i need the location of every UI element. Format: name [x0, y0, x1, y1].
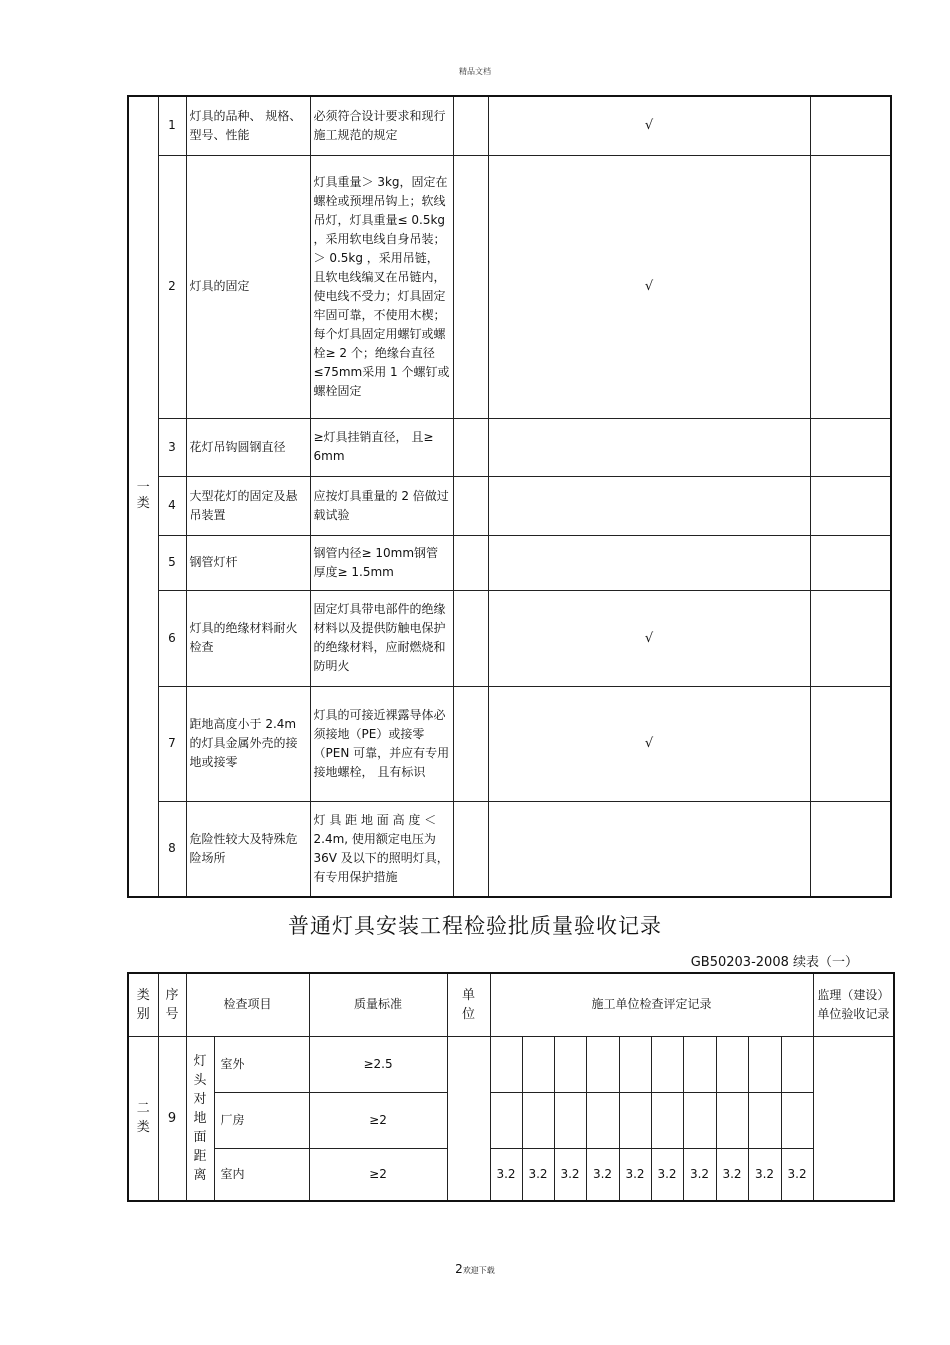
- item-cell: [186, 1036, 214, 1201]
- table-row: [128, 1036, 894, 1092]
- record-cell: 3.2: [522, 1148, 554, 1201]
- table-row: [128, 535, 891, 590]
- record-cell: [490, 1092, 522, 1148]
- unit-cell: [453, 801, 488, 897]
- record-cell: [781, 1036, 813, 1092]
- unit-cell: [453, 476, 488, 535]
- record-cell: [586, 1036, 619, 1092]
- page-footer: [0, 1262, 950, 1276]
- unit-cell: [453, 155, 488, 418]
- record-cell: [619, 1092, 651, 1148]
- header-standard: 质量标准: [309, 973, 447, 1036]
- item-cell: 花灯吊钩圆钢直径: [186, 418, 310, 476]
- supervision-cell: [810, 590, 891, 686]
- standard-code: GB50203-2008 续表（一）: [690, 955, 858, 970]
- standard-cell: 必须符合设计要求和现行施工规范的规定: [310, 96, 453, 155]
- record-cell: [554, 1036, 586, 1092]
- standard-cell: 钢管内径≥ 10mm钢管厚度≥ 1.5mm: [310, 535, 453, 590]
- check-mark-cell: √: [488, 155, 810, 418]
- standard-cell: 固定灯具带电部件的绝缘材料以及提供防触电保护的绝缘材料，应耐燃烧和防明火: [310, 590, 453, 686]
- record-cell: [619, 1036, 651, 1092]
- page-title: 普通灯具安装工程检验批质量验收记录: [288, 914, 662, 938]
- check-mark-cell: [488, 801, 810, 897]
- category-text: 二类: [136, 1101, 150, 1136]
- standard-cell: ≥2: [309, 1148, 447, 1201]
- sub-item: 室内: [214, 1148, 309, 1201]
- check-mark-cell: [488, 476, 810, 535]
- seq-cell: 9: [158, 1036, 186, 1201]
- table-row: [128, 96, 891, 155]
- unit-cell: [453, 418, 488, 476]
- seq-cell: 5: [158, 535, 186, 590]
- record-cell: [651, 1092, 683, 1148]
- category-cell: [128, 96, 158, 897]
- record-cell: [748, 1036, 781, 1092]
- record-cell: [748, 1092, 781, 1148]
- inspection-table-class-2: [127, 972, 895, 1202]
- standard-cell: 灯具的可接近裸露导体必须接地（PE）或接零（PEN 可靠，并应有专用接地螺栓， 且有标识: [310, 686, 453, 801]
- unit-cell: [453, 96, 488, 155]
- seq-cell: 7: [158, 686, 186, 801]
- table-row: [128, 1092, 894, 1148]
- seq-cell: 8: [158, 801, 186, 897]
- standard-cell: ≥2: [309, 1092, 447, 1148]
- record-cell: [490, 1036, 522, 1092]
- record-cell: 3.2: [716, 1148, 748, 1201]
- standard-cell: 灯 具 距 地 面 高 度 ＜ 2.4m, 使用额定电压为 36V 及以下的照明灯具，有专用保护措施: [310, 801, 453, 897]
- page-header: 精品文档: [459, 67, 491, 76]
- item-cell: 钢管灯杆: [186, 535, 310, 590]
- header-record: 施工单位检查评定记录: [490, 973, 813, 1036]
- table-row: [128, 476, 891, 535]
- unit-cell: [453, 590, 488, 686]
- record-cell: [522, 1092, 554, 1148]
- seq-cell: 4: [158, 476, 186, 535]
- record-cell: [683, 1036, 716, 1092]
- record-cell: 3.2: [781, 1148, 813, 1201]
- record-cell: [554, 1092, 586, 1148]
- supervision-cell: [810, 476, 891, 535]
- item-cell: 距地高度小于 2.4m的灯具金属外壳的接地或接零: [186, 686, 310, 801]
- unit-cell: [447, 1036, 490, 1201]
- sub-item: 室外: [214, 1036, 309, 1092]
- record-cell: [522, 1036, 554, 1092]
- item-cell: 灯具的绝缘材料耐火检查: [186, 590, 310, 686]
- category-cell: [128, 1036, 158, 1201]
- table-row: [128, 418, 891, 476]
- sub-item: 厂房: [214, 1092, 309, 1148]
- record-cell: 3.2: [490, 1148, 522, 1201]
- record-cell: [716, 1036, 748, 1092]
- page-number: 2: [455, 1262, 463, 1276]
- standard-cell: 应按灯具重量的 2 倍做过载试验: [310, 476, 453, 535]
- supervision-cell: [810, 801, 891, 897]
- item-cell: 灯具的品种、 规格、型号、性能: [186, 96, 310, 155]
- record-cell: 3.2: [651, 1148, 683, 1201]
- header-item: 检查项目: [186, 973, 309, 1036]
- supervision-cell: [810, 535, 891, 590]
- header-seq-text: 序号: [165, 987, 179, 1022]
- seq-cell: 6: [158, 590, 186, 686]
- check-mark-cell: √: [488, 96, 810, 155]
- standard-cell: ≥2.5: [309, 1036, 447, 1092]
- supervision-cell: [810, 686, 891, 801]
- record-cell: 3.2: [748, 1148, 781, 1201]
- table-row: [128, 801, 891, 897]
- record-cell: 3.2: [586, 1148, 619, 1201]
- category-text: 一类: [136, 480, 150, 511]
- record-cell: [651, 1036, 683, 1092]
- standard-cell: 灯具重量＞ 3kg，固定在螺栓或预埋吊钩上；软线吊灯，灯具重量≤ 0.5kg ，采用软电线自身吊装；＞ 0.5kg ，采用吊链，且软电线编叉在吊链内，使电线不受力；灯具固定牢固可靠，不使用木楔； 每个灯具固定用螺钉或螺栓≥ 2 个；绝缘台直径≤75mm采用 1 个螺钉或螺栓固定: [310, 155, 453, 418]
- item-cell: 灯具的固定: [186, 155, 310, 418]
- table-row: [128, 686, 891, 801]
- item-cell: 大型花灯的固定及悬吊装置: [186, 476, 310, 535]
- seq-cell: 2: [158, 155, 186, 418]
- table-row: [128, 590, 891, 686]
- supervision-cell: [810, 96, 891, 155]
- record-cell: [781, 1092, 813, 1148]
- supervision-cell: [810, 155, 891, 418]
- header-supervision: [813, 973, 894, 1036]
- table-row: [128, 1148, 894, 1201]
- record-cell: [586, 1092, 619, 1148]
- record-cell: [683, 1092, 716, 1148]
- record-cell: 3.2: [554, 1148, 586, 1201]
- header-supervision-text: 监理（建设）单位验收记录: [817, 987, 890, 1021]
- check-mark-cell: √: [488, 686, 810, 801]
- header-unit: [447, 973, 490, 1036]
- check-mark-cell: [488, 535, 810, 590]
- header-unit-text: 单位: [462, 987, 476, 1022]
- table-row: [128, 155, 891, 418]
- seq-cell: 1: [158, 96, 186, 155]
- item-text: 灯头对地面距离: [193, 1053, 207, 1183]
- item-cell: 危险性较大及特殊危险场所: [186, 801, 310, 897]
- table-header-row: [128, 973, 894, 1036]
- check-mark-cell: [488, 418, 810, 476]
- inspection-table-class-1: [127, 95, 892, 898]
- check-mark-cell: √: [488, 590, 810, 686]
- unit-cell: [453, 535, 488, 590]
- header-seq: [158, 973, 186, 1036]
- unit-cell: [453, 686, 488, 801]
- supervision-cell: [810, 418, 891, 476]
- standard-cell: ≥灯具挂销直径， 且≥ 6mm: [310, 418, 453, 476]
- header-category-text: 类别: [136, 987, 150, 1022]
- header-category: [128, 973, 158, 1036]
- record-cell: 3.2: [683, 1148, 716, 1201]
- footer-text: 欢迎下载: [462, 1266, 495, 1275]
- record-cell: 3.2: [619, 1148, 651, 1201]
- seq-cell: 3: [158, 418, 186, 476]
- supervision-cell: [813, 1036, 894, 1201]
- record-cell: [716, 1092, 748, 1148]
